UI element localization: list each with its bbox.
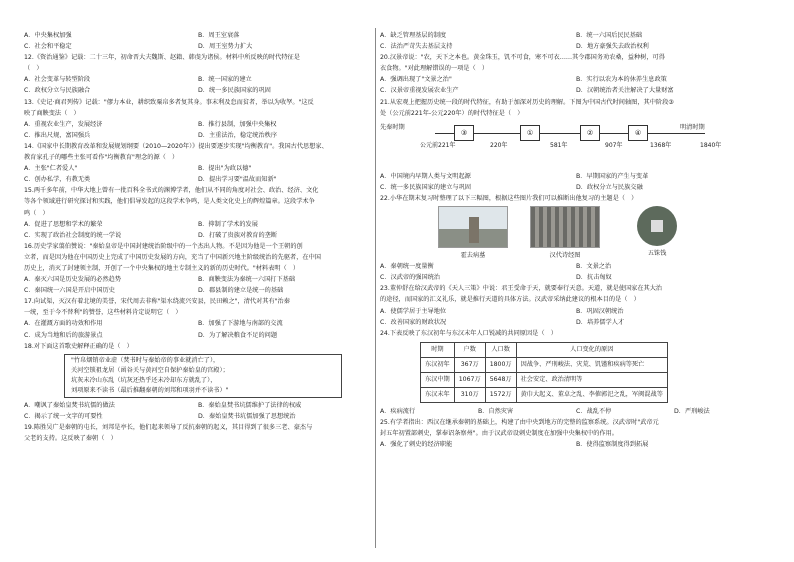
table-row — [421, 372, 668, 387]
option: C．统一多民族国家的建立与巩固 — [380, 183, 471, 191]
q12-blank: （ ） — [24, 65, 43, 73]
timeline-box: ② — [580, 125, 600, 141]
q24-stem: 24.下表反映了东汉初年与东汉末年人口锐减的共同原因是（ ） — [380, 329, 557, 337]
timeline-date: 220年 — [490, 141, 508, 149]
option: C．成为当地和后的旅游景点 — [24, 331, 103, 339]
option: C．秦国统一六国是开启中国历史 — [24, 287, 115, 295]
option: D．周王室势力扩大 — [198, 43, 253, 51]
option: A．主张"仁者爱人" — [24, 165, 78, 173]
q18-poem-box — [64, 354, 342, 398]
timeline-date: 907年 — [605, 141, 623, 149]
option: A．在灌溉方面的功效和作用 — [24, 320, 103, 328]
option: C．改善国家的财政状况 — [380, 318, 447, 326]
column-divider — [375, 28, 376, 548]
population-table — [420, 342, 668, 403]
option: C．社会和平稳定 — [24, 43, 72, 51]
option: A．强化了刺史的经济职能 — [380, 441, 453, 449]
q22-pictures — [438, 206, 772, 261]
q17-options — [24, 318, 372, 340]
option: B．秦始皇焚书坑儒维护了法律的权威 — [198, 401, 302, 409]
picture-relief — [530, 206, 600, 261]
q15-stem-cont: 鸣（ ） — [24, 209, 49, 217]
option: C．揭示了统一文字的可要性 — [24, 412, 103, 420]
table-header: 人口变化的原因 — [516, 342, 667, 357]
poem-line: 刘项原来不读书（最后推翻秦朝的刘邦和项羽并不读书）" — [71, 386, 229, 394]
option: A．中国境内早期人类与文明起源 — [380, 172, 471, 180]
table-cell: 黄巾大起义、董卓之乱、李傕郭汜之乱，军阀混战等 — [516, 387, 667, 402]
option: A．疾病流行 — [380, 407, 416, 415]
timeline-date: 581年 — [550, 141, 568, 149]
option: B．抑制了学术的发展 — [198, 220, 258, 228]
timeline-date: 1840年 — [700, 141, 722, 149]
tomb-photo — [438, 206, 508, 248]
option: C．政权分立与民族融合 — [24, 87, 91, 95]
coin-photo — [637, 206, 677, 246]
q11-options — [24, 30, 372, 52]
option: D．为了解决粮食不足的问题 — [198, 331, 278, 339]
picture-tomb — [438, 206, 508, 261]
timeline-box: ① — [520, 125, 540, 141]
option: A．嘲讽了秦始皇焚书坑儒的做法 — [24, 401, 115, 409]
timeline-right-label: 明清时期 — [680, 123, 705, 131]
option: D．汉朝统治者关注解决了大量财富 — [576, 87, 674, 95]
q21-options — [380, 171, 772, 193]
option: B．提出"为政以德" — [198, 165, 252, 173]
option: B．实行以农为本的休养生息政策 — [576, 76, 667, 84]
q16-stem-cont: 历史上，消灭了封建领主制，开创了一个中央集权的地主专制主义的新的历史时代。"材料表明（ ） — [24, 264, 300, 272]
option: D．打破了贵族对教育的垄断 — [198, 231, 278, 239]
q19-options — [380, 30, 772, 52]
q25-options — [380, 439, 772, 450]
q25-stem: 25.有学者指出：西汉在继承秦朝的基础上，构建了由中央到地方的完整的监察系统。汉武帝时"武帝元 — [380, 418, 659, 426]
picture-caption: 汉代诗经图 — [549, 252, 581, 260]
picture-caption: 霍去病墓 — [460, 252, 486, 260]
option: B．商鞅变法为秦统一六国打下基础 — [198, 276, 296, 284]
table-cell: 东汉中期 — [421, 372, 455, 387]
option: C．实现了政治社会制度的统一学说 — [24, 231, 122, 239]
poem-line: 坑灰未冷山东乱（坑灰还热乎还未冷却东方就乱了）， — [71, 376, 217, 384]
option: A．社会变革与转型阶段 — [24, 76, 91, 84]
option: B．统一国家的建立 — [198, 76, 252, 84]
table-cell: 东汉末年 — [421, 387, 455, 402]
picture-coin — [622, 206, 692, 261]
option: B．巩固汉朝统治 — [576, 307, 624, 315]
table-header-row — [421, 342, 668, 357]
relief-photo — [530, 206, 600, 248]
q16-stem: 16.历史学家翦伯赞说："秦始皇帝是中国封建统治阶级中的一个杰出人物。不是因为他是一个王朝的创 — [24, 242, 303, 250]
option: A．重视农业生产，发展经济 — [24, 120, 103, 128]
table-header: 户数 — [454, 342, 485, 357]
q14-stem-cont: 教育家孔子的哪些主张可看作"均衡教育"理念的源（ ） — [24, 154, 179, 162]
option: C．创办私学，有教无类 — [24, 176, 91, 184]
option: C．法治严苛失去基层支持 — [380, 43, 453, 51]
option: C．汉武帝的强国统治 — [380, 274, 441, 282]
q12-options — [24, 74, 372, 96]
table-row — [421, 387, 668, 402]
table-cell: 5648万 — [485, 372, 516, 387]
timeline-box: ③ — [454, 125, 474, 141]
option: D．主重法治，稳定统治秩序 — [198, 131, 278, 139]
timeline-figure — [380, 121, 772, 169]
option: D．抗击匈奴 — [576, 274, 612, 282]
q23-options — [380, 306, 772, 328]
q18-stem: 18.对下面这首歌史解释正确的是（ ） — [24, 342, 133, 350]
option: D．培养儒学人才 — [576, 318, 625, 326]
q14-stem: 14.《国家中长期教育改革和发展规划纲要（2010—2020年）》提出要逐步实现"均衡教育"。我国古代思想家、 — [24, 142, 328, 150]
q14-options — [24, 163, 372, 185]
q23-stem: 23.董仲舒在给汉武帝的《天人三策》中说：君王受命于天，就要奉行天意。天道，就是使国家在其大治 — [380, 285, 663, 293]
table-cell: 1067万 — [454, 372, 485, 387]
picture-caption: 五铢钱 — [647, 250, 667, 258]
option: C．推出尺规，富国强兵 — [24, 131, 91, 139]
table-cell: 因战争、严刑峻法、灾荒、饥馑和疾病等死亡 — [516, 357, 667, 372]
table-cell: 东汉初年 — [421, 357, 455, 372]
table-row — [421, 357, 668, 372]
option: A．强调出现了"文景之治" — [380, 76, 452, 84]
option: C．战乱不停 — [576, 407, 612, 415]
option: D．提出学习要"温故而知新" — [198, 176, 277, 184]
q16-stem-cont: 立者，而是因为他在中国历史上完成了中国历史发展的方向，充当了中国新兴地主阶级统治的先驱者，在中国 — [24, 253, 321, 261]
option: B．推行县制，加强中央集权 — [198, 120, 277, 128]
table-header: 时期 — [421, 342, 455, 357]
left-column — [24, 30, 372, 444]
option: D．郡县制的建立是统一的基础 — [198, 287, 284, 295]
option: A．中央集权加强 — [24, 32, 72, 39]
q19-stem: 19.陈胜吴广是秦朝的屯长，刘邦是亭长，他们起来领导了反抗秦朝的起义，其目得到了很多三老、豪杰与 — [24, 423, 313, 431]
q19-stem-cont: 父老的支持。这反映了秦朝（ ） — [24, 435, 117, 442]
q13-stem-cont: 映了商鞅变法（ ） — [24, 109, 80, 117]
q15-options — [24, 219, 372, 241]
q13-stem: 13.《史记·商君列传》记载："僇力本业，耕织致粟帛多者复其身。事末利及怠而贫者，举以为收孥。"这反 — [24, 98, 314, 106]
option: D．统一多民族国家的巩固 — [198, 87, 271, 95]
option: A．使儒学居于主导地位 — [380, 307, 447, 315]
q15-stem: 15.两千多年前，中华大地上曾有一批百科全书式的渊博学者，他们从不同的角度对社会、政治、经济、文化 — [24, 187, 319, 195]
table-cell: 310万 — [454, 387, 485, 402]
q24-options — [380, 406, 772, 417]
table-cell: 1800万 — [485, 357, 516, 372]
poem-line: 关河空锁祖龙居（函谷关与黄河空自保护秦始皇的宫殿）； — [71, 366, 229, 374]
q23-stem-cont: 的途径，而国家的汇义礼乐，就是推行天道的具体方法。汉武帝采纳此建议的根本目的是（ ） — [380, 296, 640, 304]
table-cell: 社会安定、政治清明等 — [516, 372, 667, 387]
timeline-date: 公元前221年 — [420, 141, 456, 149]
option: B．周王室衰落 — [198, 32, 240, 39]
option: A．秦灭六国是历史发展的必然趋势 — [24, 276, 122, 284]
option: A．缺乏管理基层的制度 — [380, 32, 447, 39]
q18-options — [24, 400, 372, 422]
timeline-left-label: 先秦时期 — [380, 123, 405, 131]
option: A．促进了思想和学术的繁荣 — [24, 220, 103, 228]
table-cell: 1572万 — [485, 387, 516, 402]
timeline-date: 1368年 — [650, 141, 672, 149]
q17-stem-cont: 一统，至于今不替利"的赞誉，这些材料肯定说明它（ ） — [24, 309, 182, 317]
option: B．使得监察制度得到拓展 — [576, 441, 649, 449]
option: D．政权分立与民族交融 — [576, 183, 643, 191]
option: D．严刑峻法 — [674, 407, 710, 415]
right-column — [380, 30, 772, 450]
q22-stem: 22.小华在期末复习时整理了以下三幅图，根据这些图片我们可以推断出他复习的主题是（ ） — [380, 194, 638, 202]
option: A．秦朝统一度量衡 — [380, 263, 434, 271]
option: D．秦始皇焚书坑儒加强了思想统治 — [198, 412, 296, 420]
q12-stem: 12.《资治通鉴》记载：二十三年，初命晋大夫魏斯、赵籍、韩虔为诸侯。材料中所反映的时代特征是 — [24, 54, 300, 62]
q15-stem-cont: 等各个领域进行研究探讨和实践，他们倡导发起的这段学术争鸣，是人类文化史上的辉煌篇章。这段学术争 — [24, 198, 315, 206]
q17-stem: 17.向试渠，灭汉有着北境的美誉，宋代周去非称"渠水绕流兴安县，民田赖之"，清代对其有"治秦 — [24, 298, 290, 306]
option: B．文景之治 — [576, 263, 612, 271]
q22-options — [380, 261, 772, 283]
table-header: 人口数 — [485, 342, 516, 357]
timeline-box: ④ — [628, 125, 648, 141]
q16-options — [24, 274, 372, 296]
option: D．地方豪强失去政治权利 — [576, 43, 649, 51]
timeline-axis — [435, 133, 705, 134]
q21-stem: 21.从宏观上把握历史统一段的时代特征，有助于加深对历史的理解。下图为中国古代时间轴图，其中阶段③ — [380, 98, 674, 106]
q20-stem: 20.汉景帝说："农，天下之本也。黄金珠玉，饥不可食，寒不可衣……其令郡国务劝农桑，益种树，可得 — [380, 54, 665, 62]
q20-options — [380, 74, 772, 96]
option: C．汉景帝重视发展农业生产 — [380, 87, 459, 95]
table-cell: 367万 — [454, 357, 485, 372]
q21-stem-cont: 处（公元前221年-公元220年）的时代特征是（ ） — [380, 109, 524, 117]
q25-stem-cont: 封五年初置部刺史，掌奉诏条察州"。由于汉武帝设刺史制度在加强中央集权中的作用。 — [380, 429, 618, 437]
option: B．统一六国后民民基础 — [576, 32, 643, 39]
option: B．加强了下游地与南部的交流 — [198, 320, 283, 328]
option: B．自然灾害 — [478, 407, 514, 415]
poem-line: "竹帛烟销帝业虚（焚书时与秦始帝的事业就消亡了）， — [71, 356, 220, 364]
q20-stem-cont: 衣食物。"对此理解错误的一项是（ ） — [380, 65, 489, 73]
option: B．早期国家的产生与变革 — [576, 172, 649, 180]
q13-options — [24, 119, 372, 141]
